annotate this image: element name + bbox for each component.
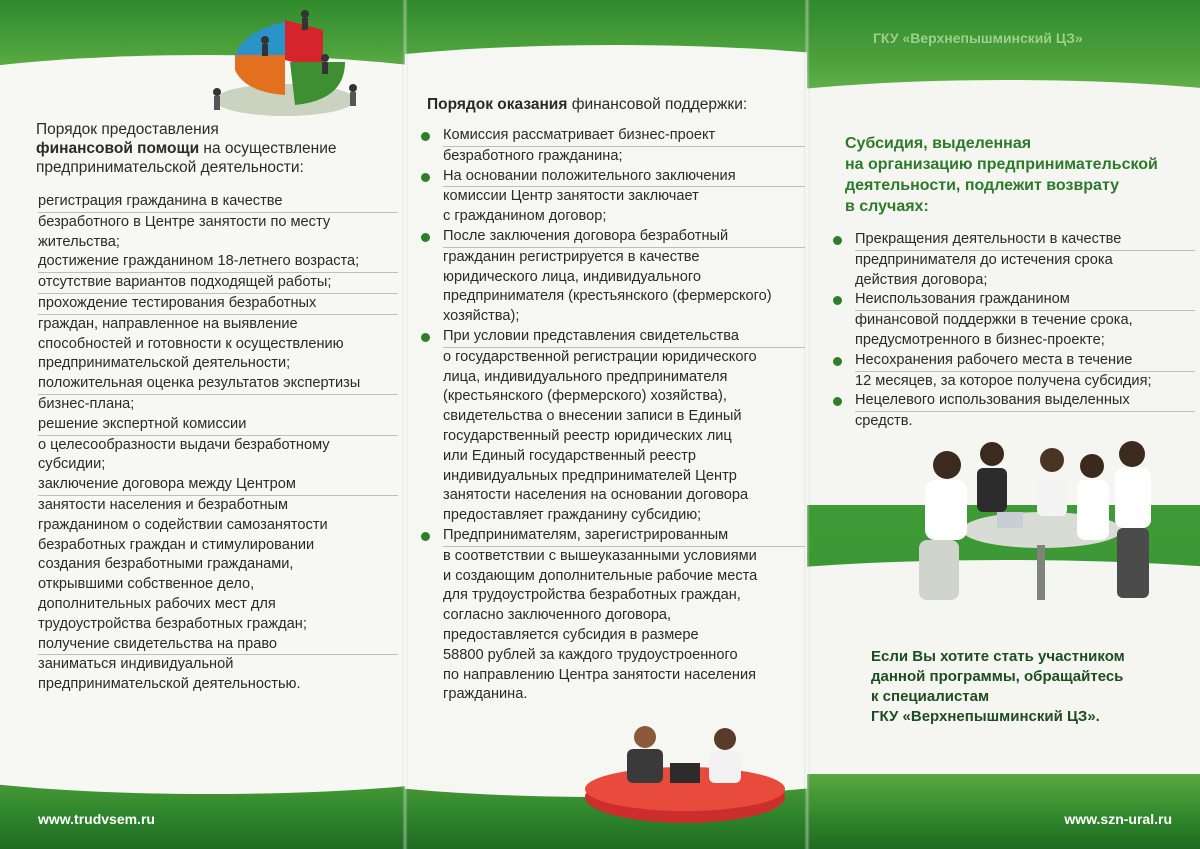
left-item — [38, 273, 398, 294]
middle-item-line: и создающим дополнительные рабочие места — [443, 567, 758, 584]
left-item-line: дополнительных рабочих мест для — [38, 595, 276, 612]
left-item-line: предпринимательской деятельности; — [38, 355, 291, 372]
left-item — [38, 294, 398, 374]
bullet-icon — [833, 296, 842, 305]
left-item-line: заниматься индивидуальной — [38, 656, 234, 673]
left-item-line: предпринимательской деятельностью. — [38, 676, 301, 693]
middle-item-line: Комиссия рассматривает бизнес-проект — [443, 126, 805, 147]
url-szn-ural[interactable]: www.szn-ural.ru — [1064, 811, 1172, 827]
fold-line-2 — [804, 0, 810, 849]
left-heading-line1: Порядок предоставления — [36, 121, 219, 138]
middle-item-line: юридического лица, индивидуального — [443, 268, 701, 285]
bullet-icon — [833, 357, 842, 366]
middle-item-line: государственный реестр юридических лиц — [443, 427, 732, 444]
contact-line: ГКУ «Верхнепышминский ЦЗ». — [871, 708, 1100, 725]
left-item-line: безработных граждан и стимулировании — [38, 536, 315, 553]
left-heading-line2: на осуществление — [199, 140, 337, 157]
middle-item-line: свидетельства о внесении записи в Единый — [443, 408, 742, 425]
left-item — [38, 192, 398, 252]
bottom-white-swoosh — [0, 724, 405, 794]
middle-item — [443, 327, 805, 526]
left-item-line: решение экспертной комиссии — [38, 415, 398, 436]
right-item-line: действия договора; — [855, 271, 988, 288]
right-item-line: Нецелевого использования выделенных — [855, 391, 1195, 412]
right-item-line: Неиспользования гражданином — [855, 290, 1195, 311]
contact-text — [871, 647, 1191, 727]
middle-item-line: 58800 рублей за каждого трудоустроенного — [443, 646, 738, 663]
right-heading — [845, 133, 1195, 217]
bullet-icon — [833, 397, 842, 406]
left-item — [38, 475, 398, 634]
middle-item-line: согласно заключенного договора, — [443, 607, 672, 624]
meeting-illustration — [575, 715, 795, 830]
right-items-list — [855, 230, 1195, 432]
office-meeting-illustration — [877, 440, 1197, 615]
middle-item-line: для трудоустройства безработных граждан, — [443, 587, 741, 604]
left-item-line: открывшими собственное дело, — [38, 576, 255, 593]
left-item-line: бизнес-плана; — [38, 395, 135, 412]
right-heading-line: в случаях: — [845, 198, 929, 215]
left-item-line: прохождение тестирования безработных — [38, 294, 398, 315]
left-item-line: субсидии; — [38, 456, 106, 473]
left-items-list — [38, 192, 398, 695]
right-item — [855, 230, 1195, 290]
middle-item-line: в соответствии с вышеуказанными условиями — [443, 547, 757, 564]
left-item — [38, 635, 398, 695]
left-item — [38, 374, 398, 415]
middle-item-line: На основании положительного заключения — [443, 167, 805, 188]
middle-item — [443, 227, 805, 327]
middle-item-line: занятости населения на основании договора — [443, 487, 749, 504]
left-heading-bold: финансовой помощи — [36, 140, 200, 157]
right-item — [855, 391, 1195, 432]
url-trudvsem[interactable]: www.trudvsem.ru — [38, 811, 155, 827]
middle-item — [443, 526, 805, 705]
middle-item-line: с гражданином договор; — [443, 208, 607, 225]
right-heading-line: деятельности, подлежит возврату — [845, 177, 1120, 194]
middle-item-line: гражданин регистрируется в качестве — [443, 248, 700, 265]
right-item-line: предпринимателя до истечения срока — [855, 251, 1113, 268]
left-item-line: занятости населения и безработным — [38, 496, 289, 513]
right-heading-line: Субсидия, выделенная — [845, 135, 1032, 152]
middle-heading — [427, 95, 747, 114]
left-item — [38, 415, 398, 475]
bullet-icon — [421, 173, 430, 182]
right-item-line: 12 месяцев, за которое получена субсидия; — [855, 372, 1152, 389]
middle-item-line: по направлению Центра занятости населения — [443, 666, 757, 683]
middle-item-line: хозяйства); — [443, 308, 520, 325]
right-item-line: Несохранения рабочего места в течение — [855, 351, 1195, 372]
middle-item-line: или Единый государственный реестр — [443, 447, 696, 464]
middle-heading-bold: Порядок оказания — [427, 96, 568, 113]
middle-item-line: предпринимателя (крестьянского (фермерского) — [443, 288, 772, 305]
right-heading-line: на организацию предпринимательской — [845, 156, 1158, 173]
left-item-line: о целесообразности выдачи безработному — [38, 436, 330, 453]
left-heading — [36, 120, 336, 177]
right-item-line: предусмотренного в бизнес-проекте; — [855, 331, 1105, 348]
middle-item-line: предоставляет гражданину субсидию; — [443, 507, 702, 524]
middle-item-line: индивидуальных предпринимателей Центр — [443, 467, 737, 484]
contact-line: к специалистам — [871, 688, 990, 705]
left-item-line: отсутствие вариантов подходящей работы; — [38, 273, 398, 294]
middle-item-line: безработного гражданина; — [443, 147, 623, 164]
left-heading-line3: предпринимательской деятельности: — [36, 159, 304, 176]
right-item-line: Прекращения деятельности в качестве — [855, 230, 1195, 251]
middle-item-line: комиссии Центр занятости заключает — [443, 188, 699, 205]
right-panel — [807, 0, 1200, 849]
middle-item — [443, 126, 805, 167]
middle-item-line: При условии представления свидетельства — [443, 327, 805, 348]
bullet-icon — [421, 132, 430, 141]
left-item-line: регистрация гражданина в качестве — [38, 192, 398, 213]
left-item-line: гражданином о содействии самозанятости — [38, 516, 328, 533]
bullet-icon — [833, 236, 842, 245]
middle-item-line: После заключения договора безработный — [443, 227, 805, 248]
left-item-line: создания безработными гражданами, — [38, 556, 294, 573]
left-item-line: граждан, направленное на выявление — [38, 315, 298, 332]
contact-line: данной программы, обращайтесь — [871, 668, 1124, 685]
middle-item-line: (крестьянского (фермерского) хозяйства), — [443, 388, 727, 405]
left-panel — [0, 0, 405, 849]
left-item-line: способностей и готовности к осуществлению — [38, 335, 344, 352]
left-item-line: достижение гражданином 18-летнего возраста; — [38, 252, 398, 273]
left-item — [38, 252, 398, 273]
middle-items-list — [443, 126, 805, 705]
middle-item-line: гражданина. — [443, 686, 528, 703]
right-item — [855, 351, 1195, 392]
right-item-line: средств. — [855, 413, 913, 430]
middle-item-line: о государственной регистрации юридического — [443, 348, 757, 365]
white-swoosh-middle — [405, 45, 807, 135]
bullet-icon — [421, 333, 430, 342]
left-item-line: безработного в Центре занятости по месту — [38, 213, 331, 230]
contact-line: Если Вы хотите стать участником — [871, 648, 1125, 665]
middle-panel — [405, 0, 807, 849]
left-item-line: жительства; — [38, 233, 120, 250]
middle-item-line: лица, индивидуального предпринимателя — [443, 368, 728, 385]
bullet-icon — [421, 233, 430, 242]
left-item-line: заключение договора между Центром — [38, 475, 398, 496]
fold-line-1 — [402, 0, 408, 849]
left-item-line: положительная оценка результатов экспертизы — [38, 374, 398, 395]
middle-heading-rest: финансовой поддержки: — [567, 96, 748, 113]
right-item-line: финансовой поддержки в течение срока, — [855, 312, 1133, 329]
bullet-icon — [421, 532, 430, 541]
middle-item-line: предоставляется субсидия в размере — [443, 626, 699, 643]
right-item — [855, 290, 1195, 350]
left-item-line: трудоустройства безработных граждан; — [38, 615, 307, 632]
pie-chart-illustration — [205, 0, 365, 125]
middle-item — [443, 167, 805, 227]
middle-item-line: Предпринимателям, зарегистрированным — [443, 526, 805, 547]
org-name: ГКУ «Верхнепышминский ЦЗ» — [873, 30, 1083, 46]
left-item-line: получение свидетельства на право — [38, 635, 398, 656]
